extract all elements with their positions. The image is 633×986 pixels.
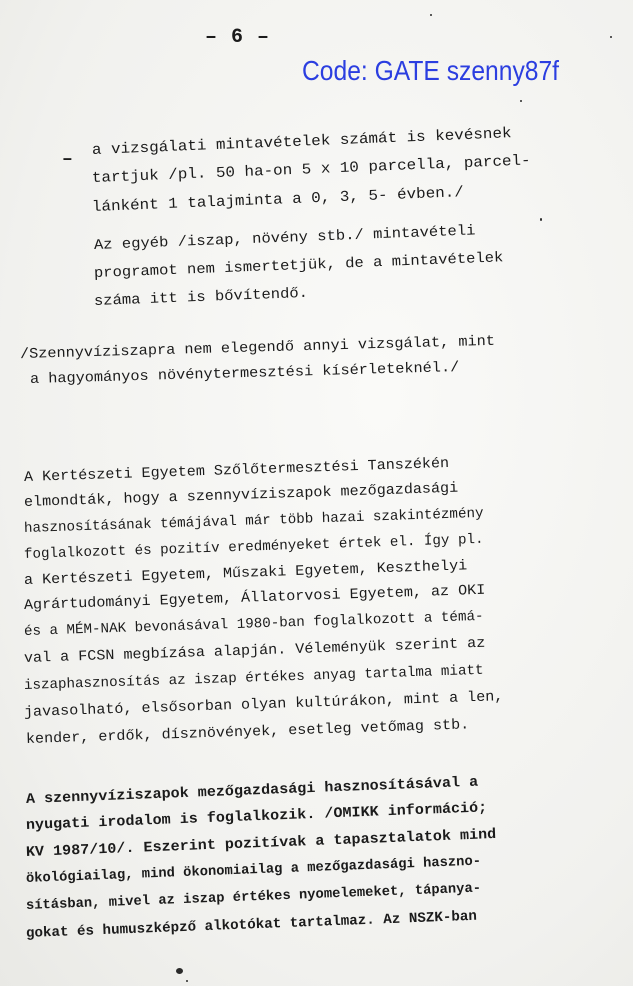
text-line: tartjuk /pl. 50 ha-on 5 x 10 parcella, parcel- <box>91 152 531 187</box>
text-line: gokat és humuszképző alkotókat tartalmaz. Az NSZK-ban <box>25 908 478 942</box>
scan-speck <box>520 100 522 102</box>
text-line: a hagyományos növénytermesztési kísérleteknél./ <box>29 360 460 388</box>
bullet-dash: – <box>62 150 73 170</box>
text-line: Az egyéb /iszap, növény stb./ mintavételi <box>93 223 476 254</box>
text-line: ökológiailag, mind ökonomiailag a mezőgazdasági haszno- <box>25 854 482 887</box>
text-line: a vizsgálati mintavételek számát is kevésnek <box>91 125 512 159</box>
text-line: a Kertészeti Egyetem, Műszaki Egyetem, Keszthelyi <box>23 558 468 589</box>
text-line: elmondták, hogy a szennyvíziszapok mezőgazdasági <box>23 480 459 511</box>
text-line: száma itt is bővítendő. <box>93 285 309 310</box>
text-line: Agrártudományi Egyetem, Állatorvosi Egyetem, az OKI <box>23 582 486 614</box>
text-line: sításban, mivel az iszap értékes nyomelemeket, tápanya- <box>25 881 482 914</box>
text-line: kender, erdők, dísznövények, esetleg vetőmag stb. <box>25 717 470 748</box>
text-line: iszaphasznosítás az iszap értékes anyag tartalma miatt <box>23 662 484 694</box>
text-line: javasolható, elsősorban olyan kultúrákon, mint a len, <box>23 689 504 721</box>
page-number: – 6 – <box>205 26 271 49</box>
text-line: val a FCSN megbízása alapján. Véleményük szerint az <box>23 635 486 667</box>
text-line: nyugati irodalom is foglalkozik. /OMIKK információ; <box>25 800 488 834</box>
scan-speck <box>430 14 432 16</box>
text-line: KV 1987/10/. Eszerint pozitívak a tapasztalatok mind <box>25 826 497 861</box>
text-line: A szennyvíziszapok mezőgazdasági hasznosításával a <box>25 774 479 808</box>
text-line: /Szennyvíziszapra nem elegendő annyi vizsgálat, mint <box>19 333 496 363</box>
document-code-stamp: Code: GATE szenny87f <box>302 55 560 86</box>
scan-speck <box>610 36 612 38</box>
text-line: lánként 1 talajminta a 0, 3, 5- évben./ <box>91 184 465 216</box>
text-line: hasznosításának témájával már több hazai szakintézmény <box>23 505 484 537</box>
text-line: programot nem ismertetjük, de a mintavételek <box>93 250 504 282</box>
scan-speck <box>186 980 188 982</box>
scan-speck <box>176 968 183 974</box>
text-line: foglalkozott és pozitív eredményeket értek el. Így pl. <box>23 531 484 563</box>
text-line: és a MÉM-NAK bevonásával 1980-ban foglalkozott a témá- <box>23 608 484 640</box>
text-line: A Kertészeti Egyetem Szőlőtermesztési Tanszékén <box>23 455 450 486</box>
scan-speck <box>540 218 542 221</box>
